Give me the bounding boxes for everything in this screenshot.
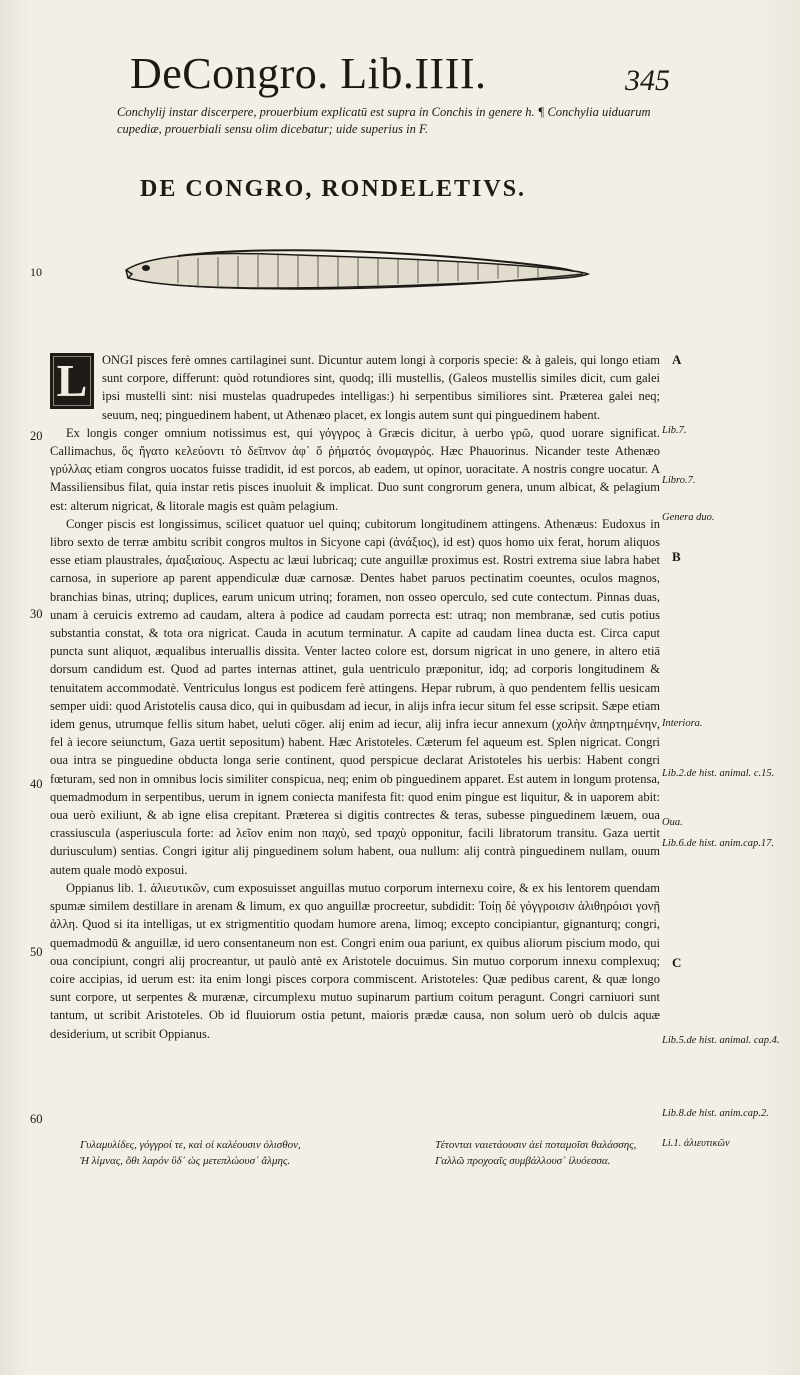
verse-line: Γυλαμυλίδες, γόγγροί τε, καὶ οἱ καλέουσιν ὀλισθον, <box>80 1139 301 1151</box>
margin-note: Interiora. <box>662 718 703 729</box>
running-head-title: DeCongro. Lib.IIII. <box>130 49 487 98</box>
page-number: 345 <box>625 64 670 97</box>
paragraph: Oppianus lib. 1. ἁλιευτικῶν, cum exposuisset anguillas mutuo corporum internexu coire, & ex his lentorem quendam spumæ similem destillare in arenam & limum, ex quo anguillæ procreetur, subdidit: Τοίῃ δὲ γόγγροισιν ἁλιθηρόισι γονῇ ἀλλη. Quod si ita intelligas, ut ex strigmentitio quodam humore arena, limoq; excepto concipiantur, gignanturq; congri, quemadmodū & anguillæ, id uero consentaneum non est. Congri enim oua pariunt, ex quibus aliorum piscium modo, qui oua concipiunt, congri alij procreantur, ut paulò antè ex Aristotele docuimus. Sin mutuo corporum innexu complexuq; coire accipias, id uerum est: ita enim longi pisces corpora commiscent. Aristoteles: Quæ pedibus carent, & quæ longo sunt corpore, ut serpentes & murænæ, circumplexu mutuo supinarum partium coitum peragunt. Congri carniuori sunt tantum, ut scribit Aristoteles. Ob id fluuiorum ostia petunt, maioris prædæ causa, non solum uerò ob dulcis aquæ desiderium, ut scribit Oppianus. <box>50 880 660 1041</box>
decorated-initial: L <box>50 353 94 409</box>
margin-note: Lib.6.de hist. anim.cap.17. <box>662 838 774 849</box>
margin-note: Lib.5.de hist. animal. cap.4. <box>662 1035 780 1046</box>
margin-note: Lib.8.de hist. anim.cap.2. <box>662 1108 769 1119</box>
intro-paragraph: Conchylij instar discerpere, prouerbium explicatū est supra in Conchis in genere h. ¶ Conchylia uiduarum cupediæ, prouerbiali sensu olim dicebatur; uide superius in F. <box>117 105 651 136</box>
margin-note: Genera duo. <box>662 512 715 523</box>
paragraph: Ex longis conger omnium notissimus est, qui γόγγρος à Græcis dicitur, à uerbo γρῶ, quod uorare significat. Callimachus, ὅς ἤγατο κελεύοντι τὸ δεῖπνον ἀφ᾽ ὅ ῥήματός ὀνομαγρός. Hæc Phauorinus. Nicander teste Athenæo γρύλλας etiam congros uocatos fuisse tradidit, id est porcos, ab eadem, ut opinor, uoracitate. A nostris congre uocatur. A Massiliensibus filat, quia instar retis pisces inuoluit & implicat. Duo sunt congrorum genera, unum albicat, & pelagium est: alterum nigricat, & litorale magis est quàm pelagium. <box>50 425 660 513</box>
verse-line: Ἠ λίμνας, ὅθι λαρόν ὕδ᾽ ὡς μετεπλώουσ᾽ ἄλμης. <box>80 1155 291 1167</box>
line-number: 40 <box>30 777 43 791</box>
margin-note: Libro.7. <box>662 475 696 486</box>
margin-letter: A <box>672 352 682 367</box>
running-head <box>130 48 670 108</box>
verse-line: Τέτονται ναιετάουσιν ἀεὶ ποταμοῖσι θαλάσσης, <box>435 1139 637 1151</box>
verse-column-left <box>80 1137 400 1169</box>
margin-note: Lib.7. <box>662 425 687 436</box>
line-number: 20 <box>30 429 43 443</box>
line-number: 60 <box>30 1112 43 1126</box>
svg-text:10: 10 <box>30 265 42 279</box>
verse-line: Γαλλῶ προχοαῖς συμβάλλουσ᾽ ἰλυόεσσα. <box>435 1155 611 1167</box>
paragraph: L ONGI pisces ferè omnes cartilaginei sunt. Dicuntur autem longi à corporis specie: & à galeis, qui longo etiam sunt corpore, differunt: quòd rotundiores sint, quodq; illi mustellis, (Galeos mustellis similes dicit, cum galei ipsi mustelli sint: nisi mustelas quadrupedes intelligas:) hi serpentibus similiores sint. Præterea galei neq; seuum, neq; pinguedinem habent, ut Athenæo placet, ex longis autem sunt qui pinguedinem habent. <box>50 351 660 424</box>
section-heading: DE CONGRO, RONDELETIVS. <box>140 176 527 202</box>
margin-letter: C <box>672 955 682 970</box>
line-number: 30 <box>30 607 43 621</box>
margin-letter: B <box>672 549 681 564</box>
main-text <box>50 351 660 1043</box>
margin-note: Lib.2.de hist. animal. c.15. <box>662 768 775 779</box>
verse-column-right <box>435 1137 755 1169</box>
margin-note: Li.1. ἁλιευτικῶν <box>662 1138 730 1149</box>
line-number: 50 <box>30 945 43 959</box>
paragraph: Conger piscis est longissimus, scilicet quatuor uel quinq; cubitorum longitudinem attingens. Athenæus: Eudoxus in libro sexto de terræ ambitu scribit congros multos in Sicyone capi (ἀνάξιος), id est) quos homo uix ferat, horum aliquos esse etiam plaustrales, ἁμαξιαίους. Aspectu ac læui lubricaq; cute anguillæ proximus est. Rostri extrema siue labra habet carnosa, in superiore ap parent appendiculæ duæ carnosæ. Dentes habet paruos pectinatim coeuntes, oculos magnos, branchias binas, utrinq; duplices, earum unicum utrinq; foramen, non osseo operculo, sed cute contectum. Pinnas duas, unam à ceruicis extremo ad caudam, altera à podice ad caudam porrecta est: utraq; non membranæ, sed cutis potius substantia constat, & tota ora nigricat. Cauda in acutum terminatur. A capite ad caudam linea ducta est. Circa caput puncta sunt aliquot, æqualibus interuallis dissita. Venter lacteo colore est, dorsum nigricat in uno genere, in altero etiā dorsum candidum est. Quod ad partes internas attinet, gula uentriculo præponitur, idq; ad corporis longitudinem & tenuitatem accommodatè. Ventriculus longus est podicem ferè attingens. Hepar rubrum, à quo pendentem fellis uesicam semper uidi: quod Aristotelis causa dico, qui in quibusdam ad iecur, in alijs infra iecur situm fel esse scripsit. Sæpe etiam idem genus, utrumque fellis situm habet, ueluti cōger. alij enim ad iecur, alij infra iecur annexum (χολὴν ἀπηρτημένην, fel à iecore seiunctum, Gaza uertit sepositum) habent. Hæc Aristoteles. Cæterum fel aqueum est. Splen nigricat. Congri oua intra se pinguedine obducta longa serie continent, quod perspicue declarat Aristoteles his uerbis: Habent congri fœturam, sed non in omnibus locis similiter conspicua, neq; enim ob pinguedinem apparet. Est autem in longum protensa, quemadmodum in serpentibus, uerum in ignem coniecta manifesta fit: quod enim pingue est liquitur, & in uaporem abit: oua uerò exiliunt, & ab igne elisa crepitant. Præterea si digitis contrectes & teras, subesse pinguedinem læuem, oua crassiuscula (asperiuscula forte: ad λεῖον enim non παχὺ, sed τραχὺ opponitur, facili libratorum transitu. Gaza uertit duriusculum) sentias. Congri igitur alij pinguedinem solum habent, oua nullum: alij contrà pinguedinem nullam, ouum autem quale modò exposui. <box>50 516 660 877</box>
conger-eel-illustration <box>28 238 600 300</box>
margin-note: Oua. <box>662 817 683 828</box>
